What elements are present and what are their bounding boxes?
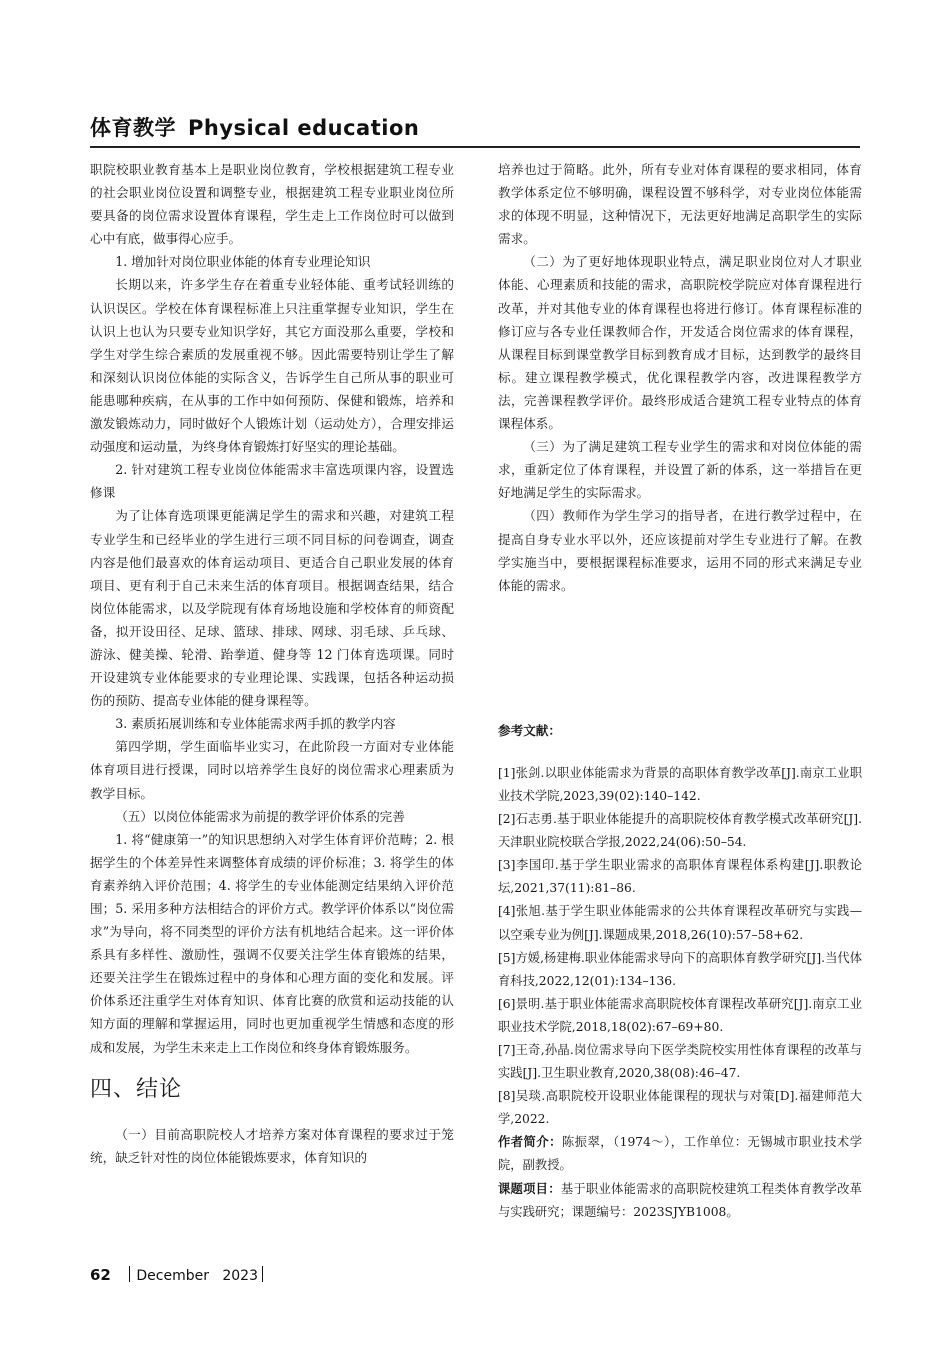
- subheading: 2. 针对建筑工程专业岗位体能需求丰富选项课内容，设置选修课: [90, 462, 454, 501]
- reference-item: [6]景明.基于职业体能需求高职院校体育课程改革研究[J].南京工业职业技术学院,2018,18(02):67–69+80.: [498, 996, 862, 1034]
- header-title-en: Physical education: [188, 116, 420, 140]
- page-number: 62: [90, 1266, 111, 1284]
- reference-item: [7]王奇,孙晶.岗位需求导向下医学类院校实用性体育课程的改革与实践[J].卫生职业教育,2020,38(08):46–47.: [498, 1043, 862, 1081]
- reference-item: [2]石志勇.基于职业体能提升的高职院校体育教学模式改革研究[J].天津职业院校联合学报,2022,24(06):50–54.: [498, 812, 862, 850]
- header-title-cn: 体育教学: [90, 116, 176, 140]
- author-label: 作者简介：: [498, 1135, 562, 1150]
- reference-item: [8]吴琰.高职院校开设职业体能课程的现状与对策[D].福建师范大学,2022.: [498, 1089, 862, 1127]
- paragraph: （三）为了满足建筑工程专业学生的需求和对岗位体能的需求，重新定位了体育课程，并设置了新的体系，这一举措旨在更好地满足学生的实际需求。: [498, 439, 862, 501]
- page-header: [90, 112, 419, 142]
- paragraph: （四）教师作为学生学习的指导者，在进行教学过程中，在提高自身专业水平以外，还应该提前对学生专业进行了解。在教学实施当中，要根据课程标准要求，运用不同的形式来满足专业体能的需求。: [498, 508, 862, 593]
- subheading: 3. 素质拓展训练和专业体能需求两手抓的教学内容: [115, 716, 396, 732]
- subheading: （五）以岗位体能需求为前提的教学评价体系的完善: [115, 808, 405, 824]
- paragraph: 培养也过于简略。此外，所有专业对体育课程的要求相同，体育教学体系定位不够明确，课程设置不够科学，对专业岗位体能需求的体现不明显，这种情况下，无法更好地满足高职学生的实际需求。: [498, 162, 862, 247]
- right-column: [498, 158, 862, 1224]
- page-footer: [90, 1266, 269, 1284]
- reference-item: [4]张旭.基于学生职业体能需求的公共体育课程改革研究与实践—以空乘专业为例[J].课题成果,2018,26(10):57–58+62.: [498, 904, 862, 942]
- project-text: 基于职业体能需求的高职院校建筑工程类体育教学改革与实践研究；课题编号：2023SJYB1008。: [498, 1181, 862, 1219]
- references-title: 参考文献：: [498, 722, 561, 738]
- paragraph: 第四学期，学生面临毕业实习，在此阶段一方面对专业体能体育项目进行授课，同时以培养学生良好的岗位需求心理素质为教学目标。: [90, 739, 454, 801]
- paragraph: 职院校职业教育基本上是职业岗位教育，学校根据建筑工程专业的社会职业岗位设置和调整专业，根据建筑工程专业职业岗位所要具备的岗位需求设置体育课程，学生走上工作岗位时可以做到心中有底，做事得心应手。: [90, 162, 454, 247]
- footer-month: December: [136, 1268, 209, 1284]
- project-info: [498, 1178, 862, 1224]
- paragraph: 1. 将“健康第一”的知识思想纳入对学生体育评价范畴；2. 根据学生的个体差异性来调整体育成绩的评价标准；3. 将学生的体育素养纳入评价范围；4. 将学生的专业体能测定结果纳入评价范围；5. 采用多种方法相结合的评价方式。教学评价体系以“岗位需求”为导向，将不同类型的评价方法有机地结合起来。这一评价体系具有多样性、激励性，强调不仅要关注学生体育锻炼的结果，还要关注学生在锻炼过程中的身体和心理方面的变化和发展。评价体系还注重学生对体育知识、体育比赛的欣赏和运动技能的认知方面的理解和掌握运用，同时也更加重视学生情感和态度的形成和发展，为学生未来走上工作岗位和终身体育锻炼服务。: [90, 831, 454, 1055]
- paragraph: 长期以来，许多学生存在着重专业轻体能、重考试轻训练的认识误区。学校在体育课程标准上只注重掌握专业知识，学生在认识上也认为只要专业知识学好，其它方面没那么重要，学校和学生对学生综合素质的发展重视不够。因此需要特别让学生了解和深刻认识岗位体能的实际含义，告诉学生自己所从事的职业可能患哪种疾病，在从事的工作中如何预防、保健和锻炼，培养和激发锻炼动力，同时做好个人锻炼计划（运动处方），合理安排运动强度和运动量，为终身体育锻炼打好坚实的理论基础。: [90, 277, 454, 455]
- project-label: 课题项目：: [498, 1181, 561, 1196]
- reference-item: [5]方媛,杨建梅.职业体能需求导向下的高职体育教学研究[J].当代体育科技,2022,12(01):134–136.: [498, 950, 862, 988]
- section-heading-conclusion: 四、结论: [90, 1076, 183, 1102]
- reference-item: [3]李国印.基于学生职业需求的高职体育课程体系构建[J].职教论坛,2021,37(11):81–86.: [498, 858, 862, 896]
- left-column: [90, 158, 454, 1169]
- header-divider: [90, 146, 860, 148]
- paragraph: （二）为了更好地体现职业特点，满足职业岗位对人才职业体能、心理素质和技能的需求，高职院校学院应对体育课程进行改革，并对其他专业的体育课程也将进行修订。体育课程标准的修订应与各专业任课教师合作，开发适合岗位需求的体育课程，从课程目标到课堂教学目标到教育成才目标，达到教学的最终目标。建立课程教学模式，优化课程教学内容，改进课程教学方法，完善课程教学评价。最终形成适合建筑工程专业特点的体育课程体系。: [498, 254, 862, 432]
- paragraph: 为了让体育选项课更能满足学生的需求和兴趣，对建筑工程专业学生和已经毕业的学生进行三项不同目标的问卷调查，调查内容是他们最喜欢的体育运动项目、更适合自己职业发展的体育项目、更有利于自己未来生活的体育项目。根据调查结果，结合岗位体能需求，以及学院现有体育场地设施和学校体育的师资配备，拟开设田径、足球、篮球、排球、网球、羽毛球、乒乓球、游泳、健美操、轮滑、跆拳道、健身等 12 门体育选项课。同时开设建筑专业体能要求的专业理论课、实践课，包括各种运动损伤的预防、提高专业体能的健身课程等。: [90, 508, 454, 709]
- footer-year: 2023: [222, 1268, 258, 1284]
- author-info: [498, 1131, 862, 1177]
- footer-divider: [262, 1266, 264, 1282]
- references-list: [498, 762, 862, 1132]
- paragraph: （一）目前高职院校人才培养方案对体育课程的要求过于笼统，缺乏针对性的岗位体能锻炼要求，体育知识的: [90, 1126, 454, 1165]
- reference-item: [1]张剑.以职业体能需求为背景的高职体育教学改革[J].南京工业职业技术学院,2023,39(02):140–142.: [498, 765, 862, 803]
- author-text: 陈振翠，（1974～），工作单位：无锡城市职业技术学院，副教授。: [498, 1135, 862, 1173]
- subheading: 1. 增加针对岗位职业体能的体育专业理论知识: [115, 254, 371, 270]
- footer-divider: [129, 1266, 131, 1282]
